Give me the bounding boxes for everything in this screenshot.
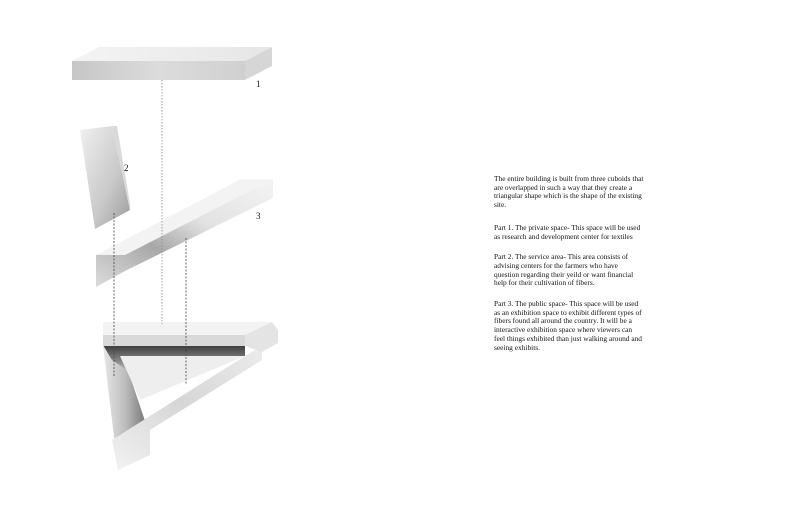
part3-description: Part 3. The public space- This space will be used as an exhibition space to exhibit different types of fibers found all around the country. It will be a interactive exhibition space where viewers can feel things exhibited than just walking around and seeing exhibits.: [494, 299, 642, 352]
part1-top-face: [72, 47, 272, 61]
intro-paragraph: The entire building is built from three cuboids that are overlapped in such a way that they create a triangular shape which is the shape of the existing site.: [494, 174, 644, 210]
part2-description: Part 2. The service area- This area consists of advising centers for the farmers who have question regarding their yeild or want financial help for their cultivation of fibers.: [494, 252, 634, 288]
assembled-slab-front: [103, 335, 245, 346]
assembled-building: [103, 322, 278, 470]
assembled-slab-top: [103, 322, 272, 335]
part1-number-label: 1: [256, 79, 261, 89]
part2-block: [80, 126, 130, 229]
part1-front-face: [72, 61, 245, 80]
part1-block: [72, 47, 272, 80]
part3-number-label: 3: [256, 211, 261, 221]
part1-description: Part 1. The private space- This space will be used as research and development center for textiles: [494, 222, 641, 241]
part2-front-face: [80, 126, 130, 229]
description-text-column: [494, 175, 644, 364]
part2-number-label: 2: [124, 163, 129, 173]
